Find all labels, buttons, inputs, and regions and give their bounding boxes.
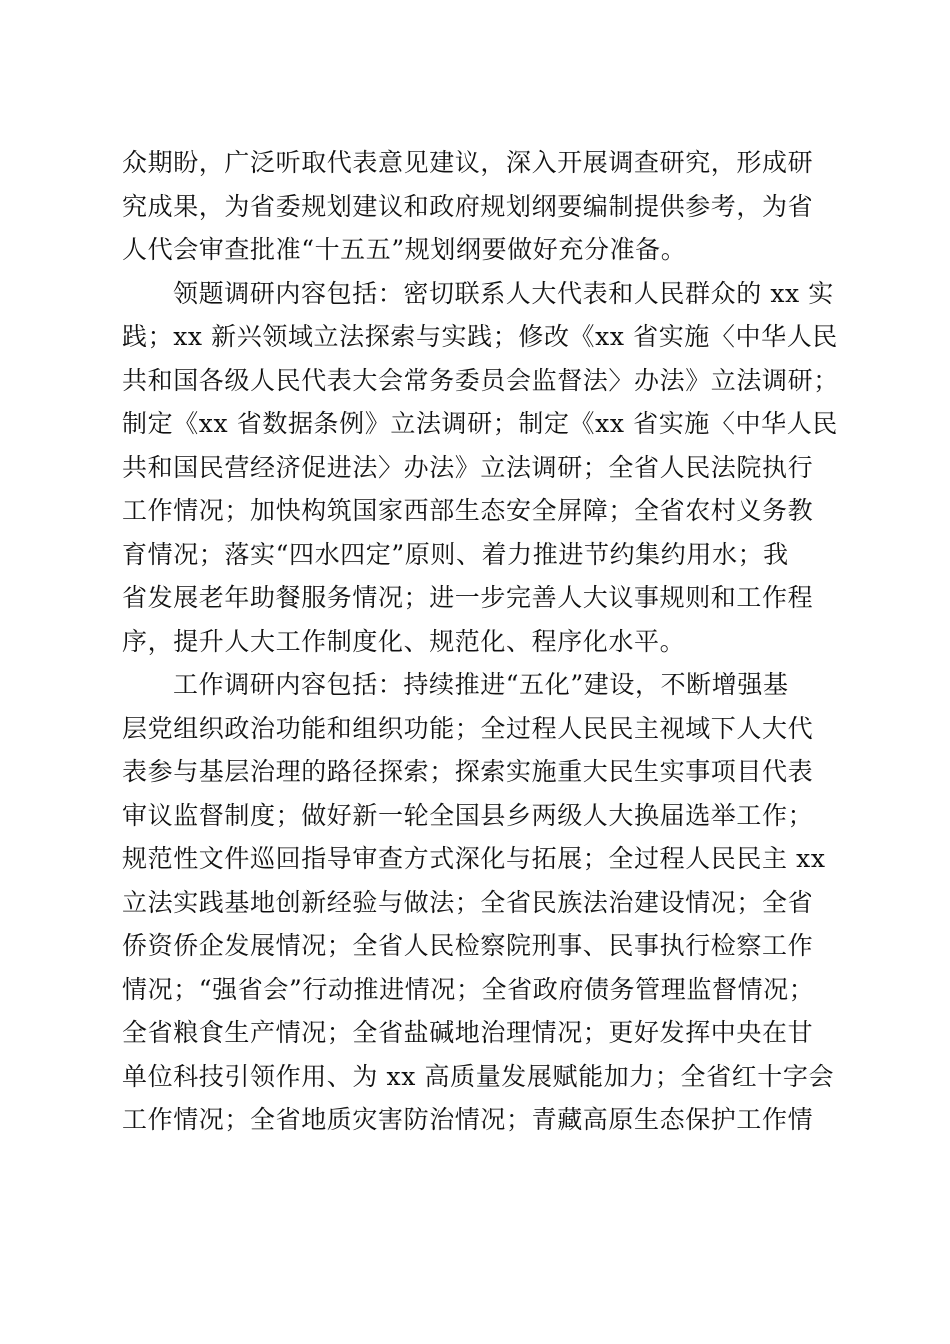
text-line: 共和国民营经济促进法〉办法》立法调研；全省人民法院执行: [122, 452, 814, 482]
text-line: 情况；“强省会”行动推进情况；全省政府债务管理监督情况；: [122, 974, 815, 1004]
text-line: 众期盼，广泛听取代表意见建议，深入开展调查研究，形成研: [122, 148, 814, 177]
text-line: 共和国各级人民代表大会常务委员会监督法〉办法》立法调研；: [122, 365, 839, 395]
text-line: 审议监督制度；做好新一轮全国县乡两级人大换届选举工作；: [122, 800, 814, 830]
text-line: 序，提升人大工作制度化、规范化、程序化水平。: [122, 626, 686, 656]
text-line: 全省粮食生产情况；全省盐碱地治理情况；更好发挥中央在甘: [122, 1018, 814, 1047]
text-line: 规范性文件巡回指导审查方式深化与拓展；全过程人民民主 xx: [122, 844, 826, 873]
paragraph-3: [122, 663, 842, 1142]
paragraph-2: [122, 272, 842, 664]
text-line: 工作情况；加快构筑国家西部生态安全屏障；全省农村义务教: [122, 496, 814, 525]
text-line: 究成果，为省委规划建议和政府规划纲要编制提供参考，为省: [122, 191, 814, 221]
document-body: [122, 141, 842, 1142]
text-line: 立法实践基地创新经验与做法；全省民族法治建设情况；全省: [122, 887, 814, 917]
text-line: 侨资侨企发展情况；全省人民检察院刑事、民事执行检察工作: [122, 931, 814, 960]
text-line: 践；xx 新兴领域立法探索与实践；修改《xx 省实施〈中华人民: [122, 322, 838, 351]
paragraph-1: [122, 141, 842, 272]
text-line: 工作情况；全省地质灾害防治情况；青藏高原生态保护工作情: [122, 1105, 814, 1134]
text-line: 工作调研内容包括：持续推进“五化”建设，不断增强基: [173, 670, 789, 699]
text-line: 省发展老年助餐服务情况；进一步完善人大议事规则和工作程: [122, 583, 814, 612]
text-line: 单位科技引领作用、为 xx 高质量发展赋能加力；全省红十字会: [122, 1061, 835, 1091]
text-line: 制定《xx 省数据条例》立法调研；制定《xx 省实施〈中华人民: [122, 409, 838, 438]
text-line: 育情况；落实“四水四定”原则、着力推进节约集约用水；我: [122, 539, 789, 569]
text-line: 表参与基层治理的路径探索；探索实施重大民生实事项目代表: [122, 757, 814, 786]
text-line: 领题调研内容包括：密切联系人大代表和人民群众的 xx 实: [173, 278, 834, 308]
text-line: 人代会审查批准“十五五”规划纲要做好充分准备。: [122, 235, 687, 264]
text-line: 层党组织政治功能和组织功能；全过程人民民主视域下人大代: [122, 713, 814, 743]
